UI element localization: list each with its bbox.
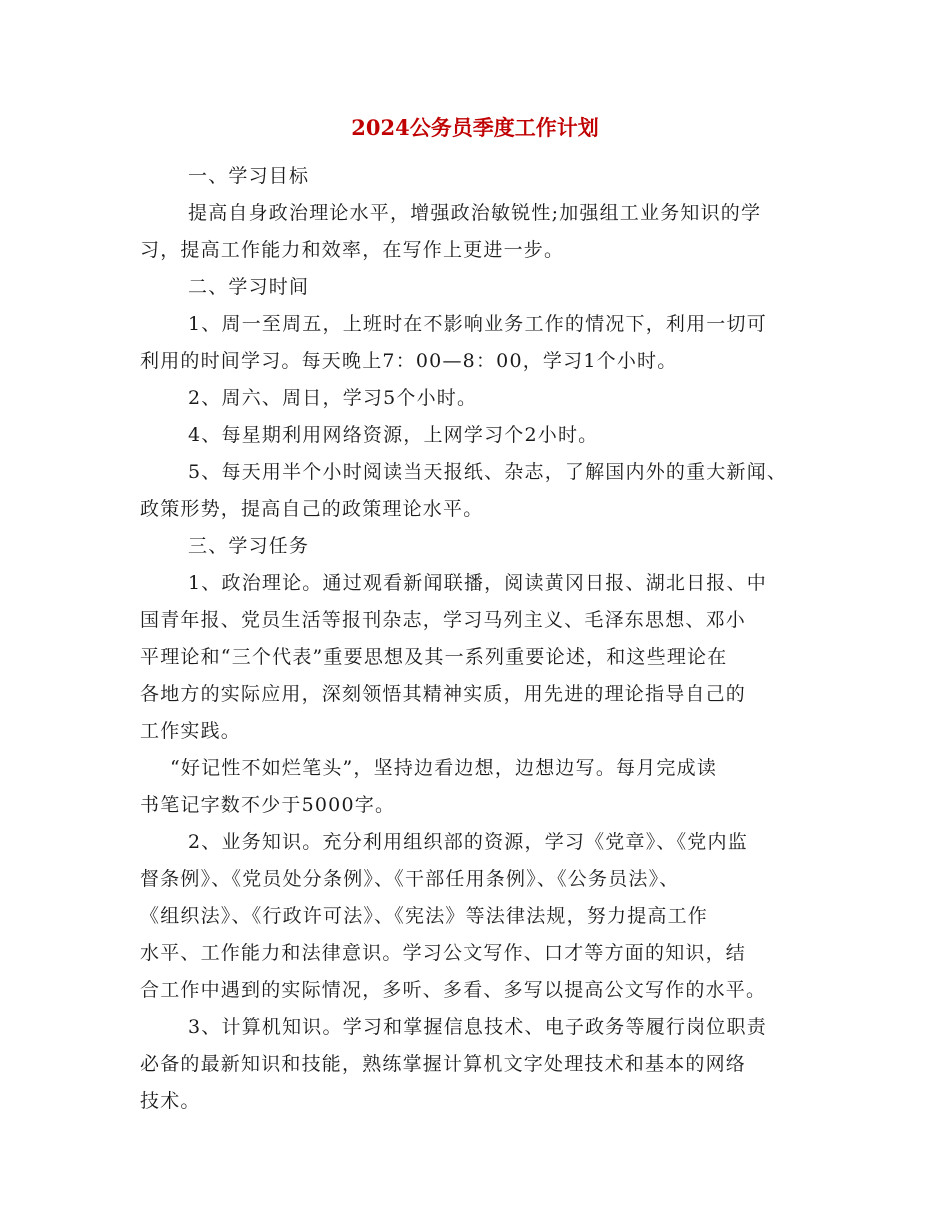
text-line: “好记性不如烂笔头”，坚持边看边想，边想边写。每月完成读 bbox=[170, 757, 718, 779]
document-body bbox=[140, 158, 830, 1120]
document-title: 2024公务员季度工作计划 bbox=[351, 115, 599, 140]
text-line: 4、每星期利用网络资源，上网学习个2小时。 bbox=[188, 424, 599, 446]
text-line: 提高自身政治理论水平，增强政治敏锐性;加强组工业务知识的学 bbox=[188, 202, 762, 224]
text-line: 3、计算机知识。学习和掌握信息技术、电子政务等履行岗位职责 bbox=[188, 1016, 767, 1038]
text-line: 必备的最新知识和技能，熟练掌握计算机文字处理技术和基本的网络 bbox=[140, 1053, 747, 1075]
text-line: 国青年报、党员生活等报刊杂志，学习马列主义、毛泽东思想、邓小 bbox=[140, 609, 747, 631]
text-line: 平理论和“三个代表”重要思想及其一系列重要论述，和这些理论在 bbox=[140, 646, 728, 668]
text-line: 技术。 bbox=[140, 1090, 201, 1112]
text-line: 三、学习任务 bbox=[188, 535, 310, 557]
text-line: 2、周六、周日，学习5个小时。 bbox=[188, 387, 478, 409]
text-line: 水平、工作能力和法律意识。学习公文写作、口才等方面的知识，结 bbox=[140, 942, 747, 964]
text-line: 一、学习目标 bbox=[188, 165, 310, 187]
text-line: 书笔记字数不少于5000字。 bbox=[140, 794, 396, 816]
text-line: 二、学习时间 bbox=[188, 276, 310, 298]
text-line: 1、周一至周五，上班时在不影响业务工作的情况下，利用一切可 bbox=[188, 313, 767, 335]
text-line: 合工作中遇到的实际情况，多听、多看、多写以提高公文写作的水平。 bbox=[140, 979, 767, 1001]
text-line: 各地方的实际应用，深刻领悟其精神实质，用先进的理论指导自己的 bbox=[140, 683, 747, 705]
text-line: 习，提高工作能力和效率，在写作上更进一步。 bbox=[140, 239, 565, 261]
text-line: 2、业务知识。充分利用组织部的资源，学习《党章》、《党内监 bbox=[188, 831, 748, 853]
text-line: 《组织法》、《行政许可法》、《宪法》等法律法规，努力提高工作 bbox=[140, 905, 709, 927]
text-line: 1、政治理论。通过观看新闻联播，阅读黄冈日报、湖北日报、中 bbox=[188, 572, 767, 594]
text-line: 督条例》、《党员处分条例》、《干部任用条例》、《公务员法》、 bbox=[140, 868, 680, 890]
text-line: 利用的时间学习。每天晚上7：00—8：00，学习1个小时。 bbox=[140, 350, 678, 372]
text-line: 政策形势，提高自己的政策理论水平。 bbox=[140, 498, 484, 520]
text-line: 工作实践。 bbox=[140, 720, 242, 742]
text-line: 5、每天用半个小时阅读当天报纸、杂志，了解国内外的重大新闻、 bbox=[188, 461, 788, 483]
